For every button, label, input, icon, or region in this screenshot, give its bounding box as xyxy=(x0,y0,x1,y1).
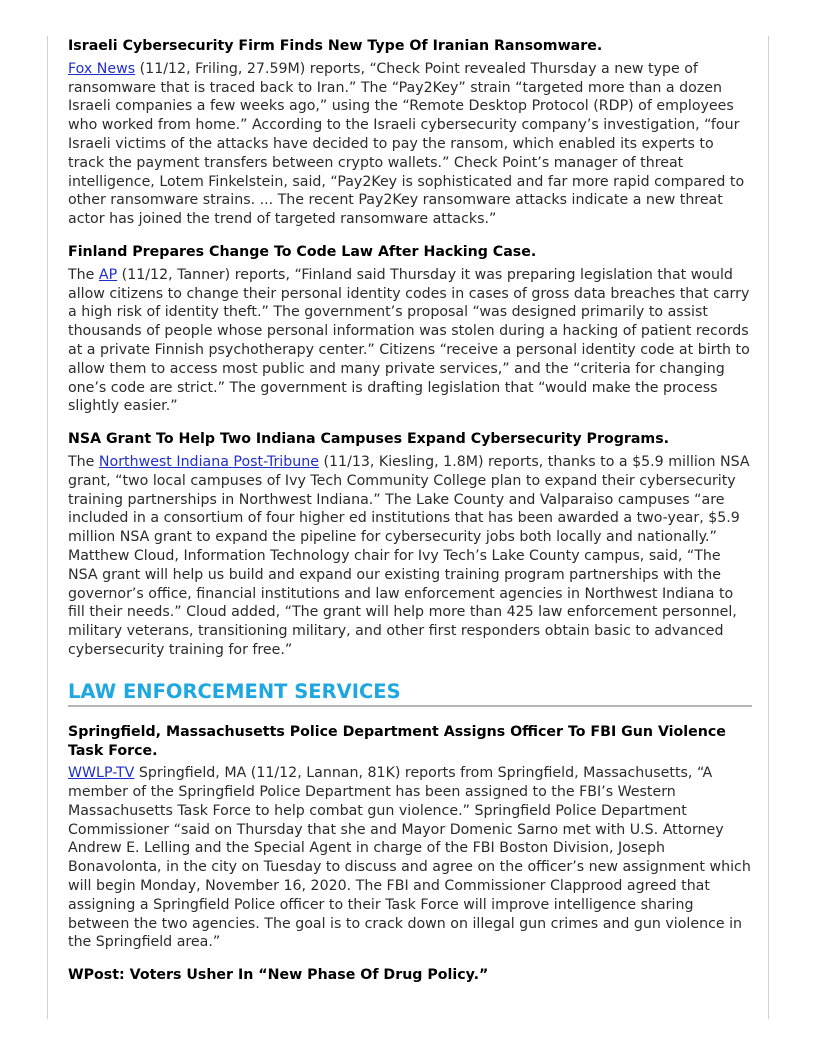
article-israeli-ransomware xyxy=(68,37,752,229)
article-wpost-drug-policy xyxy=(68,966,752,985)
article-text: Springfield, MA (11/12, Lannan, 81K) reports from Springfield, Massachusetts, “A member of the Springfield Police Department has been assigned to the FBI’s Western Massachusetts Task Force to help combat gun violence.” Springfield Police Department Commissioner “said on Thursday that she and Mayor Domenic Sarno met with U.S. Attorney Andrew E. Lelling and the Special Agent in charge of the FBI Boston Division, Joseph Bonavolonta, in the city on Tuesday to discuss and agree on the officer’s new assignment which will begin Monday, November 16, 2020. The FBI and Commissioner Clapprood agreed that assigning a Springfield Police officer to their Task Force will improve intelligence sharing between the two agencies. The goal is to crack down on illegal gun crimes and gun violence in the Springfield area.” xyxy=(68,765,751,951)
newsletter-content xyxy=(68,37,752,989)
article-nsa-grant-indiana xyxy=(68,430,752,660)
left-border-rule xyxy=(47,36,48,1019)
article-body xyxy=(68,60,752,229)
article-springfield-task-force xyxy=(68,723,752,953)
article-body xyxy=(68,764,752,952)
article-headline: Springfield, Massachusetts Police Department Assigns Officer To FBI Gun Violence Task Force. xyxy=(68,723,726,759)
article-text: (11/12, Tanner) reports, “Finland said Thursday it was preparing legislation that would allow citizens to change their personal identity codes in cases of gross data breaches that carry a high risk of identity theft.” The government’s proposal “was designed primarily to assist thousands of people whose personal information was stolen during a hacking of patient records at a private Finnish psychotherapy center.” Citizens “receive a personal identity code at birth to allow them to access most public and many private services,” and the “criteria for changing one’s code are strict.” The government is drafting legislation that “would make the process slightly easier.” xyxy=(68,266,750,415)
source-link-ap[interactable]: AP xyxy=(98,266,118,283)
source-link-fox-news[interactable]: Fox News xyxy=(68,60,136,77)
section-title-law-enforcement: LAW ENFORCEMENT SERVICES xyxy=(68,680,752,707)
source-link-wwlp-tv[interactable]: WWLP-TV xyxy=(68,765,135,782)
article-headline: Finland Prepares Change To Code Law After Hacking Case. xyxy=(68,243,537,260)
article-headline: Israeli Cybersecurity Firm Finds New Type Of Iranian Ransomware. xyxy=(68,38,603,54)
article-prefix: The xyxy=(68,453,99,470)
article-prefix: The xyxy=(68,266,99,283)
article-text: (11/12, Friling, 27.59M) reports, “Check Point revealed Thursday a new type of ransomware that is traced back to Iran.” The “Pay2Key” strain “targeted more than a dozen Israeli companies a few weeks ago,” using the “Remote Desktop Protocol (RDP) of employees who worked from home.” According to the Israeli cybersecurity company’s investigation, “four Israeli victims of the attacks have decided to pay the ransom, which enabled its experts to track the payment transfers between crypto wallets.” Check Point’s manager of threat intelligence, Lotem Finkelstein, said, “Pay2Key is sophisticated and far more rapid compared to other ransomware strains. ... The recent Pay2Key ransomware attacks indicate a new threat actor has joined the trend of targeted ransomware attacks.” xyxy=(68,60,745,228)
source-link-post-tribune[interactable]: Northwest Indiana Post-Tribune xyxy=(98,453,319,470)
article-headline: NSA Grant To Help Two Indiana Campuses Expand Cybersecurity Programs. xyxy=(68,431,670,448)
article-headline: WPost: Voters Usher In “New Phase Of Drug Policy.” xyxy=(68,967,489,984)
article-body xyxy=(68,453,752,660)
article-finland-code-law xyxy=(68,243,752,416)
article-body xyxy=(68,266,752,416)
section-spacer xyxy=(68,707,752,723)
article-text: (11/13, Kiesling, 1.8M) reports, thanks to a $5.9 million NSA grant, “two local campuses of Ivy Tech Community College plan to expand their cybersecurity training partnerships in Northwest Indiana.” The Lake County and Valparaiso campuses “are included in a consortium of four higher ed institutions that has been awarded a two-year, $5.9 million NSA grant to expand the pipeline for cybersecurity jobs both locally and nationally.” Matthew Cloud, Information Technology chair for Ivy Tech’s Lake County campus, said, “The NSA grant will help us build and expand our existing training program partnerships with the governor’s office, financial institutions and law enforcement agencies in Northwest Indiana to fill their needs.” Cloud added, “The grant will help more than 425 law enforcement personnel, military veterans, transitioning military, and other first responders obtain basic to advanced cybersecurity training for free.” xyxy=(68,453,750,658)
right-border-rule xyxy=(768,36,769,1019)
